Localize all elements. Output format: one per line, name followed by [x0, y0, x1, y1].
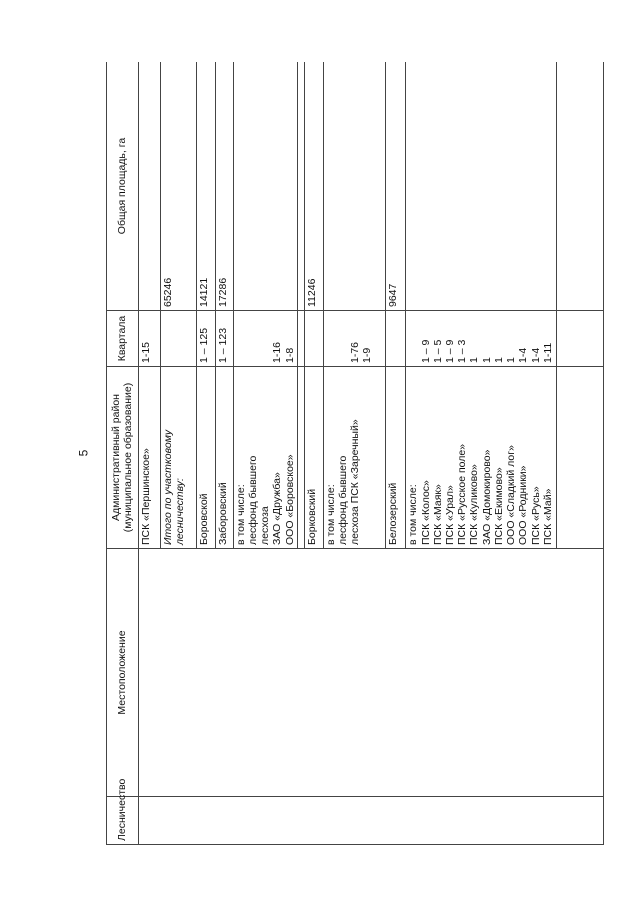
area-cell: 9647: [386, 62, 406, 311]
header-district: Административный район (муниципальное образование): [107, 367, 139, 549]
quarters-cell: [386, 311, 406, 367]
area-cell: [323, 62, 386, 311]
area-cell: 65246: [160, 62, 196, 311]
rotated-table: [106, 62, 604, 845]
quarters-cell: 1 – 123: [215, 311, 233, 367]
forestry-cell: [138, 797, 603, 845]
forestry-table: [106, 62, 604, 845]
district-cell: Борковский: [305, 367, 323, 549]
header-forestry: Лесничество: [107, 797, 139, 845]
district-cell: Боровской: [197, 367, 215, 549]
district-cell: ПСК «Першинское»: [138, 367, 160, 549]
district-cell: в том числе: лесфонд бывшего лесхоза ЗАО «Дружба» ООО «Боровское»: [233, 367, 298, 549]
quarters-cell: 1-16 1-8: [233, 311, 298, 367]
quarters-cell: 1 – 9 1 – 5 1 – 9 1 – 3 1 1 1 1 1-4 1-4 1-11: [406, 311, 557, 367]
district-cell: Заборовский: [215, 367, 233, 549]
quarters-cell: 1 – 125: [197, 311, 215, 367]
area-cell-empty: [557, 62, 604, 311]
quarters-cell: [160, 311, 196, 367]
area-cell: 14121: [197, 62, 215, 311]
quarters-cell: [305, 311, 323, 367]
area-cell: [406, 62, 557, 311]
table-frame: [106, 62, 604, 845]
quarters-cell-empty: [557, 311, 604, 367]
area-cell: 17286: [215, 62, 233, 311]
quarters-cell: 1-15: [138, 311, 160, 367]
district-cell-empty: [557, 367, 604, 549]
district-cell: в том числе: лесфонд бывшего лесхоза ПСК «Заречный»: [323, 367, 386, 549]
district-cell: в том числе: ПСК «Колос» ПСК «Маяк» ПСК «Урал» ПСК «Русское поле» ПСК «Куликово» ЗАО «Домокирово» ПСК «Екимово» ООО «Сладкий лог» ООО «Родники» ПСК «Русь» ПСК «Май»: [406, 367, 557, 549]
header-area: Общая площадь, га: [107, 62, 139, 311]
district-cell: Белозерский: [386, 367, 406, 549]
location-cell: [138, 549, 603, 797]
header-quarters: Квартала: [107, 311, 139, 367]
district-cell: Итого по участковому лесничеству:: [160, 367, 196, 549]
header-location: Местоположение: [107, 549, 139, 797]
area-cell: [138, 62, 160, 311]
area-cell: 11246: [305, 62, 323, 311]
area-cell: [233, 62, 298, 311]
quarters-cell: 1-76 1-9: [323, 311, 386, 367]
page-number: 5: [76, 449, 91, 457]
